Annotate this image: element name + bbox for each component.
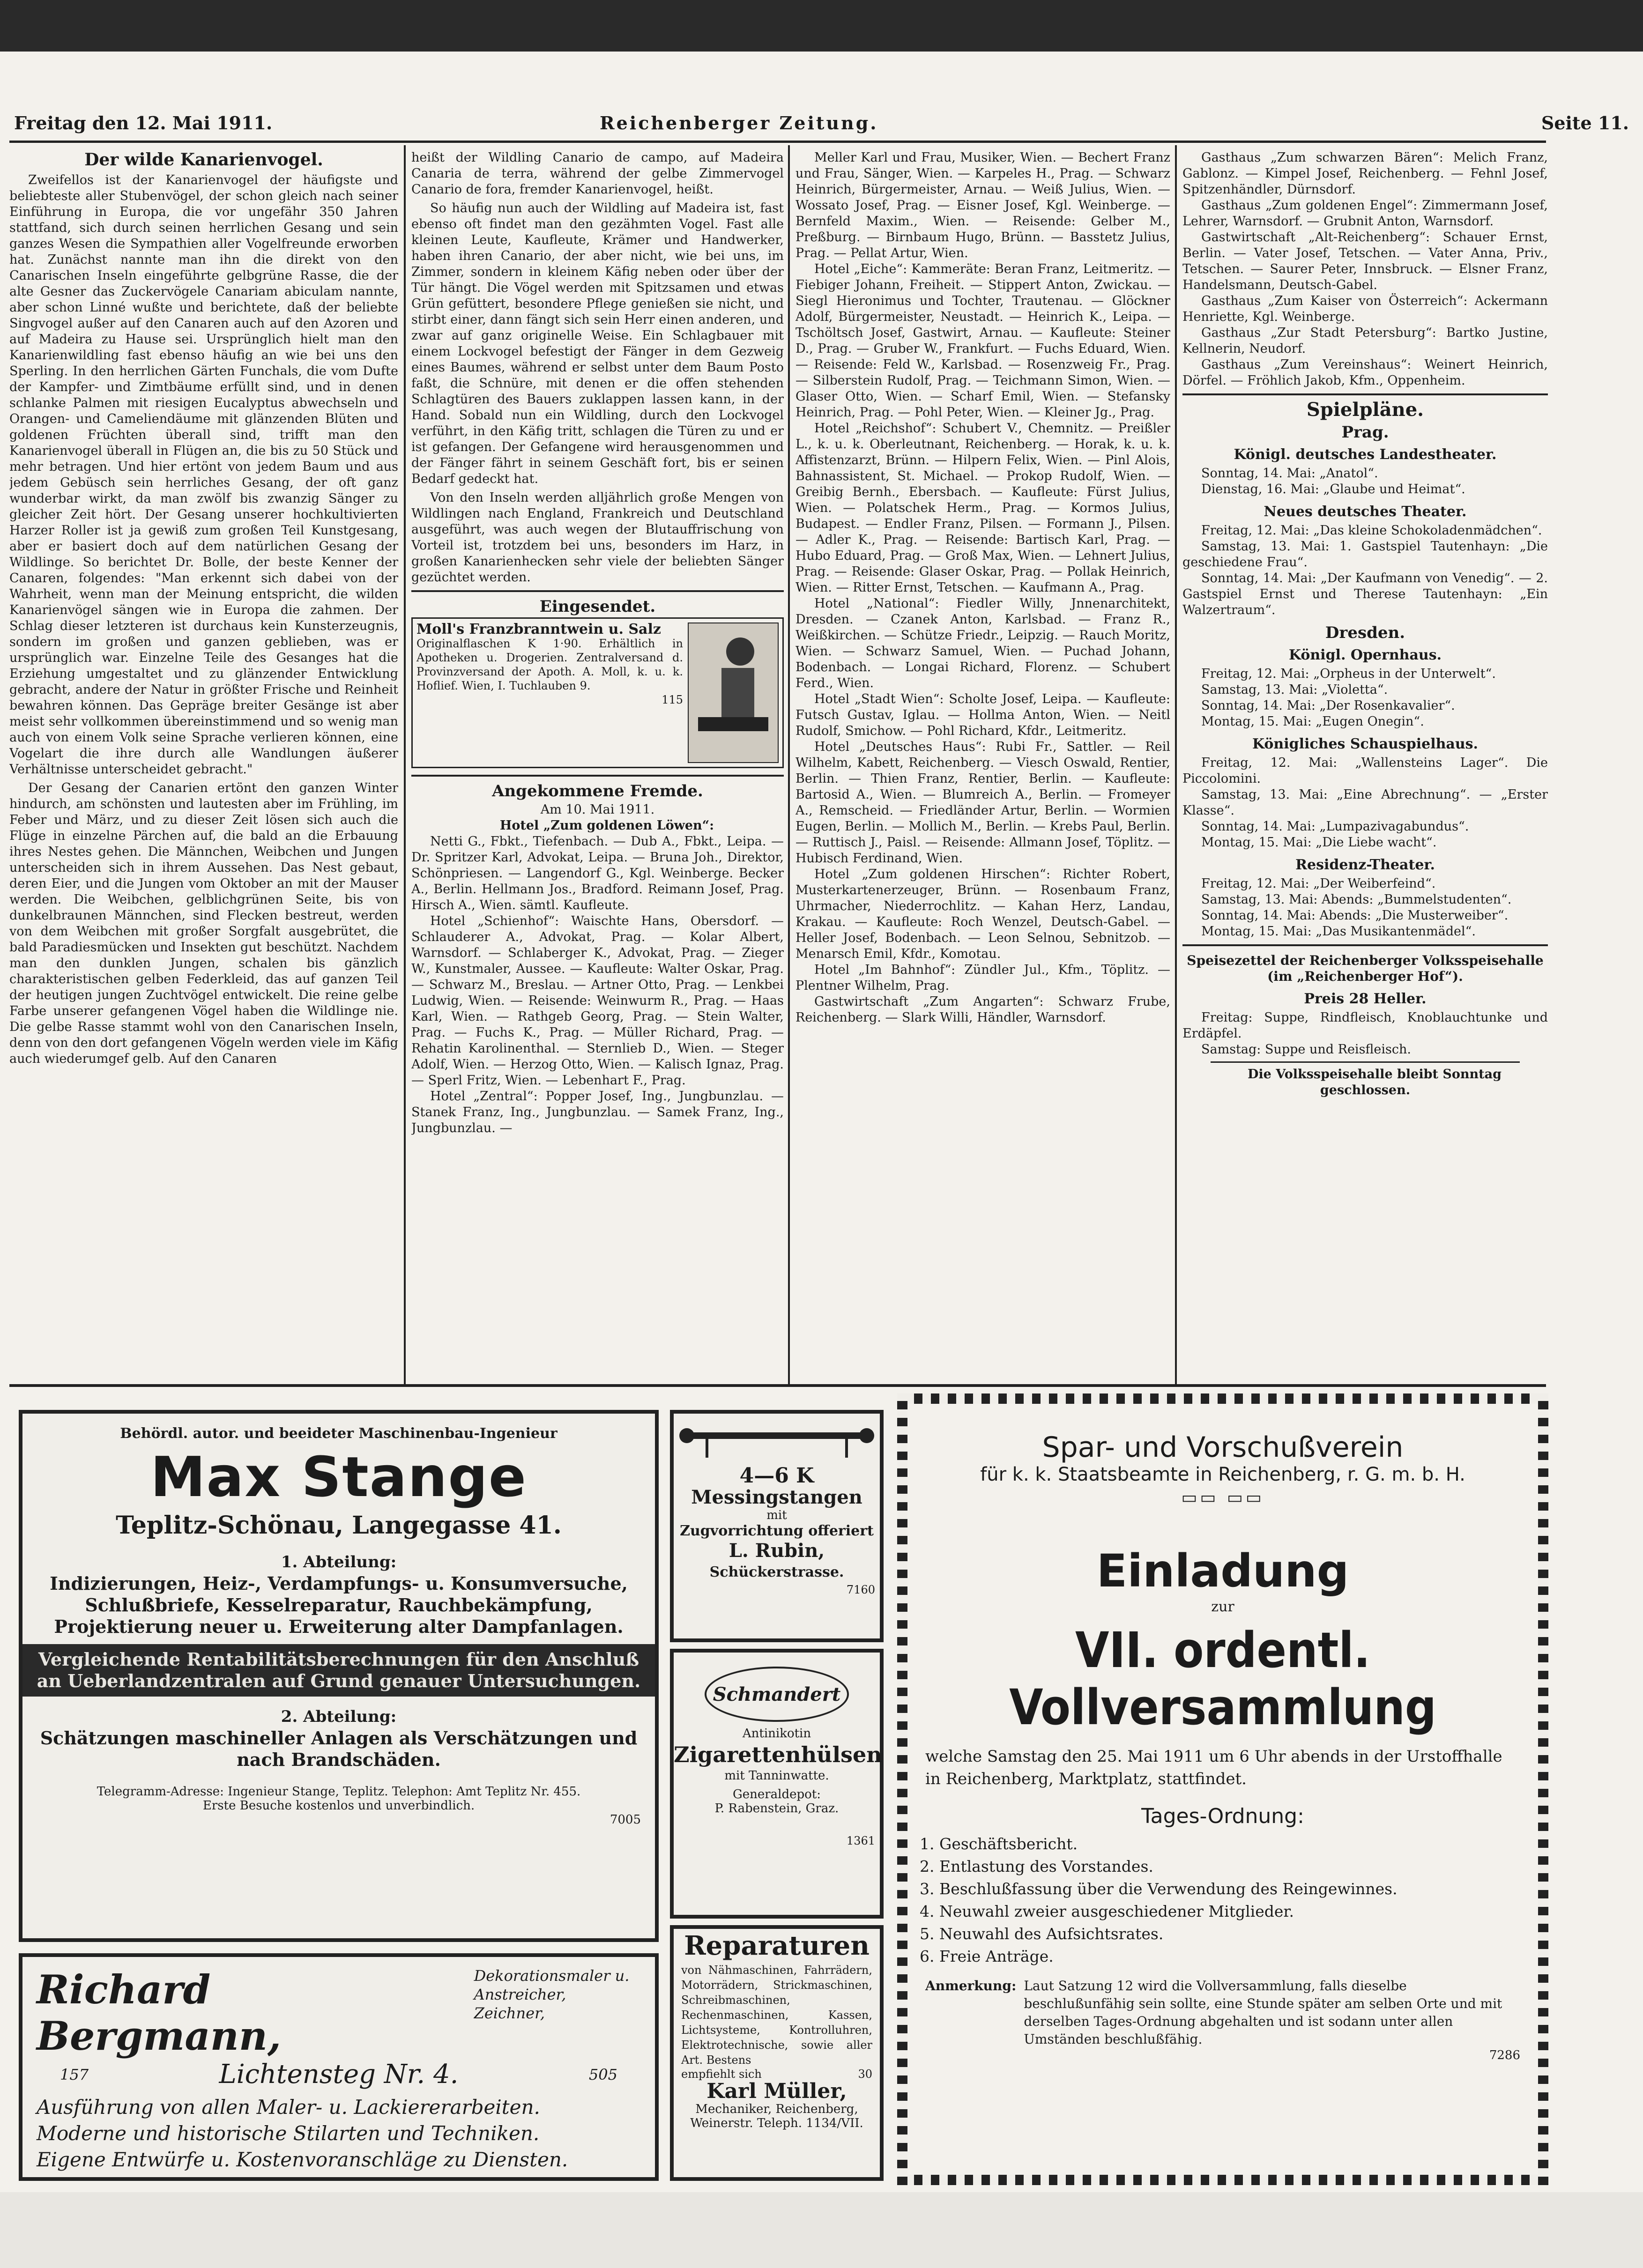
guest-list: Gasthaus „Zum Vereinshaus“: Weinert Heinrich, Dörfel. — Fröhlich Jakob, Kfm., Oppenheim.	[1182, 357, 1548, 388]
sparverein-event: VII. ordentl. Vollversammlung	[1009, 1622, 1436, 1736]
city-heading-prag: Prag.	[1341, 423, 1389, 442]
playbill-entry: Samstag, 13. Mai: „Violetta“.	[1201, 682, 1388, 697]
bergmann-line: Moderne und historische Stilarten und Techniken.	[37, 2122, 540, 2145]
guest-list: Gastwirtschaft „Alt-Reichenberg“: Schauer Ernst, Berlin. — Vater Josef, Tetschen. — Vater Anna, Priv., Tetschen. — Saurer Peter, Innsbruck. — Elsner Franz, Handelsmann, Deutsch-Gabel.	[1182, 230, 1548, 292]
mueller-code: 30	[858, 2068, 872, 2081]
playbill-entry: Dienstag, 16. Mai: „Glaube und Heimat“.	[1201, 482, 1465, 497]
rubin-name: L. Rubin,	[729, 1540, 825, 1562]
section-rule	[1211, 1061, 1520, 1063]
mueller-addr: Weinerstr. Teleph. 1134/VII.	[690, 2116, 863, 2130]
guest-list: Gasthaus „Zum Kaiser von Österreich“: Ackermann Henriette, Kgl. Weinberge.	[1182, 294, 1548, 324]
article-canary	[9, 150, 398, 1382]
figure-illustration-icon	[689, 623, 776, 755]
guest-list: Hotel „Im Bahnhof“: Zündler Jul., Kfm., Töplitz. — Plentner Wilhelm, Prag.	[795, 963, 1170, 993]
rubin-mit: mit	[766, 1508, 787, 1522]
stange-dept1: 1. Abteilung:	[281, 1553, 397, 1571]
section-rule	[411, 590, 784, 592]
guest-list: Hotel „Deutsches Haus“: Rubi Fr., Sattler. — Reil Wilhelm, Kabett, Reichenberg. — Viesch Oswald, Rentier, Berlin. — Thien Franz, Rentier, Berlin. — Kaufleute: Bartosid A., Wien. — Blumreich A., Berlin. — Fromeyer A., Remscheid. — Friedländer Artur, Berlin. — Wormien Eugen, Berlin. — Mollich M., Berlin. — Krebs Paul, Berlin. — Ruttisch J., Paisl. — Reisende: Allmann Josef, Töplitz. — Hubisch Ferdinand, Wien.	[795, 740, 1170, 866]
article-paragraph: Zweifellos ist der Kanarienvogel der häufigste und beliebteste aller Stubenvögel, der schon gleich nach seiner Einführung in Europa, die vor ungefähr 350 Jahren stattfand, sich durch seinen herrlichen Gesang und sein ganzes Wesen die Sympathien aller Vogelfreunde erworben hat. Zunächst nannte man ihn die direkt von den Canarischen Inseln eingeführte gelbgrüne Rasse, die der alte Gesner das Zuckervögele Canariam abiculam nannte, aber schon Linné wußte und berichtete, daß der beliebte Singvogel außer auf den Canaren auch auf den Azoren und auf Madeira zu Hause sei. Ursprünglich hielt man den Kanarienwildling fast ebenso häufig an wie bei uns den Sperling. In den herrlichen Gärten Funchals, die vom Dufte der Kampfer- und Zimtbäume erfüllt sind, und in denen schlanke Palmen mit riesigen Eucalyptus abwechseln und Orangen- und Cameliendäume mit glänzenden Blüten und goldenen Früchten überall sind, trifft man den Kanarienvogel überall in Flügen an, die bis zu 50 Stück und mehr betragen. Und hier ertönt von jedem Baum und aus jedem Gebüsch sein herrliches Gesang, der oft ganz wunderbar wirkt, da man zwölf bis zwanzig Sänger zu gleicher Zeit hört. Der Gesang unserer hochkultivierten Harzer Roller ist ja gewiß zum großen Teil Kunstgesang, aber er basiert doch auf dem natürlichen Gesang der Wildlinge. So berichtet Dr. Bolle, der beste Kenner der Canaren, folgendes: "Man erkennt sich dabei von der Wahrheit, wenn man der Meinung entspricht, die wilden Kanarienvögel sängen wie in Europa die zahmen. Der Schlag dieser letzteren ist durchaus kein Kunsterzeugnis, sondern im großen und ganzen geblieben, was er ursprünglich war. Einzelne Teile des Gesanges hat die Erziehung umgestaltet und zu glänzender Entwicklung gebracht, andere der Natur in größter Frische und Reinheit bewahren können. Das Gepräge breiter Gesänge ist aber meist sehr vollkommen übereinstimmend und so wenig man auch von einem Volk seine Sprache verlieren können, eine Vogelart die ihre durch alle Wandlungen äußerer Verhältnisse unterscheidet gebracht."	[9, 173, 398, 777]
rubin-price: 4—6 K	[739, 1464, 814, 1488]
guest-list: Hotel „National“: Fiedler Willy, Jnnenarchitekt, Dresden. — Czanek Anton, Karlsbad. — Franz R., Weißkirchen. — Schütze Friedr., Leipzig. — Rauch Moritz, Wien. — Schwarz Samuel, Wien. — Puchad Johann, Bodenbach. — Longai Richard, Florenz. — Schubert Ferd., Wien.	[795, 596, 1170, 690]
agenda-item: 2. Entlastung des Vorstandes.	[939, 1855, 1530, 1878]
mueller-empf: empfiehlt sich	[681, 2068, 762, 2081]
sparverein-code: 7286	[1489, 2048, 1520, 2062]
guest-list: Hotel „Reichshof“: Schubert V., Chemnitz. — Preißler L., k. u. k. Oberleutnant, Reichenberg. — Horak, k. u. k. Affistenzarzt, Brünn. — Hilpern Felix, Wien. — Pinl Alois, Bahnassistent, St. Michael. — Prokop Rudolf, Wien. — Greibig Bernh., Ebersbach. — Kaufleute: Fürst Julius, Wien. — Polatschek Herm., Prag. — Kormos Julius, Budapest. — Endler Franz, Pilsen. — Formann J., Pilsen. — Adler K., Prag. — Reisende: Bartisch Karl, Prag. — Hubo Eduard, Prag. — Groß Max, Wien. — Lehnert Julius, Prag. — Reisende: Glaser Oskar, Prag. — Pollak Heinrich, Wien. — Ritter Ernst, Tetschen. — Kaufmann A., Prag.	[795, 421, 1170, 595]
column-3-guest-list	[795, 150, 1170, 1382]
rubin-code: 7160	[846, 1583, 875, 1596]
bergmann-address: Lichtensteg Nr. 4.	[219, 2059, 459, 2090]
stange-code: 7005	[610, 1813, 641, 1827]
guest-list: Hotel „Eiche“: Kammeräte: Beran Franz, Leitmeritz. — Fiebiger Johann, Freiheit. — Stippert Anton, Zwickau. — Siegl Hieronimus und Tochter, Trautenau. — Glöckner Adolf, Bürgermeister, Neustadt. — Heinrich K., Leipa. — Tschöltsch Josef, Gastwirt, Arnau. — Kaufleute: Steiner D., Prag. — Gruber W., Frankfurt. — Fuchs Eduard, Wien. — Reisende: Feld W., Karlsbad. — Rosenzweig Fr., Prag. — Silberstein Rudolf, Prag. — Teichmann Simon, Wien. — Glaser Otto, Wien. — Scharf Emil, Wien. — Stefansky Heinrich, Prag. — Pohl Peter, Wien. — Kleiner Jg., Prag.	[795, 262, 1170, 420]
advert-sparverein-frame	[897, 1393, 1548, 2185]
page-number: Seite 11.	[1541, 112, 1629, 133]
guest-list: Gasthaus „Zur Stadt Petersburg“: Bartko Justine, Kellnerin, Neudorf.	[1182, 326, 1548, 356]
guest-list: Meller Karl und Frau, Musiker, Wien. — Bechert Franz und Frau, Sänger, Wien. — Karpeles H., Prag. — Schwarz Heinrich, Bürgermeister, Arnau. — Weiß Julius, Wien. — Wossato Josef, Prag. — Eisner Josef, Kgl. Weinberge. — Bernfeld Maxim., Wien. — Reisende: Gelber M., Preßburg. — Birnbaum Hugo, Brünn. — Basstetz Julius, Prag. — Pellat Artur, Wien.	[795, 150, 1170, 260]
rubin-text: Zugvorrichtung offeriert	[680, 1523, 874, 1539]
bergmann-trade: Dekorationsmaler u. Anstreicher, Zeichner,	[474, 1967, 630, 2022]
sparverein-agenda-title: Tages-Ordnung:	[1141, 1804, 1304, 1828]
section-rule	[1182, 393, 1548, 395]
sparverein-ornament: ▭▭ ▭▭	[1181, 1488, 1264, 1507]
schmandert-line2: Zigarettenhülsen	[674, 1742, 882, 1767]
stange-top-line: Behördl. autor. und beeideter Maschinenbau-Ingenieur	[120, 1425, 558, 1442]
curtain-rod-icon	[677, 1418, 876, 1465]
masthead-rule	[9, 141, 1546, 143]
guest-list: Hotel „Stadt Wien“: Scholte Josef, Leipa. — Kaufleute: Futsch Gustav, Iglau. — Hollma Anton, Wien. — Neitl Rudolf, Smichow. — Pohl Richard, Kfdr., Leitmeritz.	[795, 692, 1170, 738]
schmandert-line1: Antinikotin	[742, 1727, 811, 1741]
playbill-entry: Freitag, 12. Mai: „Orpheus in der Unterwelt“.	[1201, 667, 1496, 681]
article-paragraph: heißt der Wildling Canario de campo, auf Madeira Canaria de terra, während der gelbe Zimmervogel Canario de fora, fremder Kanarienvogel, heißt.	[411, 150, 784, 197]
schmandert-code: 1361	[846, 1834, 875, 1847]
sparverein-when: welche Samstag den 25. Mai 1911 um 6 Uhr abends in der Urstoffhalle in Reichenberg, Marktplatz, stattfindet.	[925, 1747, 1502, 1788]
scan-top-edge	[0, 0, 1643, 52]
playbill-entry: Sonntag, 14. Mai: Abends: „Die Musterweiber“.	[1201, 908, 1509, 923]
guest-list: Gasthaus „Zum schwarzen Bären“: Melich Franz, Gablonz. — Kimpel Josef, Reichenberg. — Fehnl Josef, Spitzenhändler, Dürnsdorf.	[1182, 150, 1548, 197]
border-pattern-bottom	[897, 2175, 1548, 2185]
playbill-entry: Freitag, 12. Mai: „Wallensteins Lager“. Die Piccolomini.	[1182, 756, 1548, 786]
bergmann-line: Ausführung von allen Maler- u. Lackiererarbeiten.	[37, 2096, 540, 2119]
guest-list: Hotel „Zum goldenen Hirschen“: Richter Robert, Musterkartenerzeuger, Brünn. — Rosenbaum Franz, Uhrmacher, Niederrochlitz. — Kahan Herz, Landau, Krakau. — Kaufleute: Roch Wenzel, Deutsch-Gabel. — Heller Josef, Bodenbach. — Leon Selnou, Sebnitzob. — Menarsch Emil, Kfdr., Komotau.	[795, 867, 1170, 961]
playbill-entry: Sonntag, 14. Mai: „Anatol“.	[1201, 466, 1378, 481]
bergmann-nr-right: 505	[588, 2065, 617, 2083]
playbill-entry: Samstag, 13. Mai: „Eine Abrechnung“. — „Erster Klasse“.	[1182, 787, 1548, 818]
menu-price: Preis 28 Heller.	[1304, 991, 1427, 1007]
stange-dept2: 2. Abteilung:	[281, 1707, 397, 1726]
sparverein-note	[916, 1977, 1530, 2048]
mueller-name: Karl Müller,	[706, 2079, 847, 2103]
stange-foot: Erste Besuche kostenlos und unverbindlich.	[202, 1799, 475, 1813]
playbill-entry: Freitag, 12. Mai: „Das kleine Schokoladenmädchen“.	[1201, 523, 1542, 538]
sparverein-org2: für k. k. Staatsbeamte in Reichenberg, r. G. m. b. H.	[980, 1464, 1465, 1485]
hotel-heading: Hotel „Zum goldenen Löwen“:	[499, 818, 714, 833]
theater-heading: Neues deutsches Theater.	[1264, 504, 1467, 520]
sparverein-note-text: Laut Satzung 12 wird die Vollversammlung, falls dieselbe beschlußunfähig sein sollte, eine Stunde später am selben Orte und mit derselben Tages-Ordnung abgehalten und ist sodann unter allen Umständen beschlußfähig.	[1024, 1978, 1502, 2047]
moll-advert	[411, 617, 784, 768]
playbill-entry: Sonntag, 14. Mai: „Der Kaufmann von Venedig“. — 2. Gastspiel Ernst und Therese Tautenhayn: „Ein Walzertraum“.	[1182, 571, 1548, 617]
section-rule	[411, 775, 784, 777]
guest-list: Hotel „Zentral“: Popper Josef, Ing., Jungbunzlau. — Stanek Franz, Ing., Jungbunzlau. — Samek Franz, Ing., Jungbunzlau. —	[411, 1089, 784, 1135]
stange-address: Teplitz-Schönau, Langegasse 41.	[116, 1511, 562, 1540]
sparverein-note-label: Anmerkung:	[925, 1978, 1017, 1994]
sparverein-title: Einladung	[1096, 1545, 1349, 1597]
playbill-entry: Samstag, 13. Mai: 1. Gastspiel Tautenhayn: „Die geschiedene Frau“.	[1182, 539, 1548, 570]
schmandert-line5: P. Rabenstein, Graz.	[714, 1801, 839, 1816]
guest-list: Netti G., Fbkt., Tiefenbach. — Dub A., Fbkt., Leipa. — Dr. Spritzer Karl, Advokat, Leipa. — Bruna Joh., Direktor, Schönpriesen. — Langendorf G., Kgl. Weinberge. Becker A., Berlin. Hellmann Jos., Bradford. Reimann Josef, Prag. Hirsch A., Wien. sämtl. Kaufleute.	[411, 834, 784, 912]
advert-karl-mueller	[670, 1925, 884, 2181]
theater-heading: Königliches Schauspielhaus.	[1252, 736, 1479, 752]
masthead	[0, 108, 1643, 141]
agenda-item: 1. Geschäftsbericht.	[939, 1833, 1530, 1855]
column-divider	[788, 145, 790, 1386]
moll-advert-text: Originalflaschen K 1·90. Erhältlich in Apotheken u. Drogerien. Zentralversand d. Provinzversand der Apoth. A. Moll, k. u. k. Hoflief. Wien, I. Tuchlauben 9.	[416, 637, 683, 692]
stange-name: Max Stange	[150, 1445, 527, 1509]
rubin-street: Schückerstrasse.	[709, 1564, 844, 1580]
bergmann-line: Eigene Entwürfe u. Kostenvoranschläge zu Diensten.	[37, 2148, 568, 2171]
theater-heading: Königl. Opernhaus.	[1288, 647, 1442, 663]
newspaper-title: Reichenberger Zeitung.	[600, 112, 878, 133]
bergmann-services	[22, 2090, 655, 2178]
theater-heading: Residenz-Theater.	[1295, 857, 1435, 873]
menu-entry: Freitag: Suppe, Rindfleisch, Knoblauchtunke und Erdäpfel.	[1182, 1010, 1548, 1041]
article-paragraph: Von den Inseln werden alljährlich große Mengen von Wildlingen nach England, Frankreich und Deutschland ausgeführt, was auch wegen der Blutauffrischung von Vorteil ist, trotzdem bei uns, besonders im Harz, in großen Kanarienhecken sehr viele der beliebten Sänger gezüchtet werden.	[411, 490, 784, 585]
border-pattern-left	[897, 1393, 907, 2185]
bergmann-nr-left: 157	[60, 2065, 89, 2083]
playbill-entry: Montag, 15. Mai: „Die Liebe wacht“.	[1201, 835, 1437, 850]
guest-list: Hotel „Schienhof“: Waischte Hans, Obersdorf. — Schlauderer A., Advokat, Prag. — Kolar Albert, Warnsdorf. — Schlaberger K., Advokat, Prag. — Zieger W., Kunstmaler, Aussee. — Kaufleute: Walter Oskar, Prag. — Schwarz M., Breslau. — Artner Otto, Prag. — Lenkbei Ludwig, Wien. — Reisende: Weinwurm R., Prag. — Haas Karl, Wien. — Rathgeb Georg, Prag. — Stein Walter, Prag. — Fuchs K., Prag. — Müller Richard, Prag. — Rehatin Karolinenthal. — Sternlieb D., Wien. — Steger Adolf, Wien. — Herzog Otto, Wien. — Kalisch Ignaz, Prag. — Sperl Fritz, Wien. — Lebenhart F., Prag.	[411, 914, 784, 1088]
section-rule	[1182, 944, 1548, 946]
rubin-item: Messingstangen	[691, 1486, 862, 1508]
border-pattern-top	[897, 1393, 1548, 1404]
scan-bottom-margin	[0, 2192, 1643, 2268]
guest-list: Gasthaus „Zum goldenen Engel“: Zimmermann Josef, Lehrer, Warnsdorf. — Grubnit Anton, Warnsdorf.	[1182, 198, 1548, 229]
ads-rule	[9, 1384, 1546, 1387]
stange-contact: Telegramm-Adresse: Ingenieur Stange, Teplitz. Telephon: Amt Teplitz Nr. 455.	[97, 1785, 581, 1799]
theater-heading: Königl. deutsches Landestheater.	[1234, 446, 1497, 463]
agenda-item: 4. Neuwahl zweier ausgeschiedener Mitglieder.	[939, 1900, 1530, 1923]
schmandert-line4: Generaldepot:	[732, 1787, 821, 1801]
menu-entry: Samstag: Suppe und Reisfleisch.	[1201, 1042, 1411, 1057]
advert-richard-bergmann	[19, 1953, 659, 2181]
moll-advert-code: 115	[662, 693, 683, 706]
city-heading-dresden: Dresden.	[1325, 623, 1405, 642]
menu-note: Die Volksspeisehalle bleibt Sonntag geschlossen.	[1248, 1067, 1502, 1097]
issue-date: Freitag den 12. Mai 1911.	[14, 112, 273, 133]
advert-rubin	[670, 1410, 884, 1642]
playbill-entry: Sonntag, 14. Mai: „Lumpazivagabundus“.	[1201, 819, 1469, 834]
menu-heading: Speisezettel der Reichenberger Volksspeisehalle (im „Reichenberger Hof“).	[1187, 953, 1544, 984]
agenda-item: 6. Freie Anträge.	[939, 1945, 1530, 1968]
agenda-item: 3. Beschlußfassung über die Verwendung des Reingewinnes.	[939, 1878, 1530, 1900]
mueller-text: von Nähmaschinen, Fahrrädern, Motorrädern, Strickmaschinen, Schreibmaschinen, Rechenmaschinen, Kassen, Lichtsysteme, Kontrolluhren, Elektrotechnische, sowie aller Art. Bestens	[681, 1964, 872, 2067]
advert-max-stange	[19, 1410, 659, 1942]
arrivals-heading: Angekommene Fremde.	[492, 782, 703, 800]
playbill-entry: Sonntag, 14. Mai: „Der Rosenkavalier“.	[1201, 698, 1455, 713]
playbill-entry: Montag, 15. Mai: „Eugen Onegin“.	[1201, 714, 1424, 729]
playbill-entry: Freitag, 12. Mai: „Der Weiberfeind“.	[1201, 876, 1436, 891]
mueller-title: Reparaturen	[684, 1930, 870, 1961]
stange-mid: Vergleichende Rentabilitätsberechnungen für den Anschluß an Ueberlandzentralen auf Grund genauer Untersuchungen.	[22, 1644, 655, 1697]
column-divider	[1175, 145, 1177, 1386]
sparverein-agenda	[916, 1833, 1530, 1968]
article-title: Der wilde Kanarienvogel.	[84, 150, 323, 170]
bergmann-name: Richard Bergmann,	[37, 1966, 282, 2059]
arrivals-date: Am 10. Mai 1911.	[540, 802, 655, 817]
sparverein-org: Spar- und Vorschußverein	[1042, 1431, 1404, 1464]
mueller-role: Mechaniker, Reichenberg,	[695, 2102, 858, 2116]
moll-advert-name: Moll's Franzbranntwein u. Salz	[416, 621, 661, 637]
eingesendet-heading: Eingesendet.	[539, 597, 656, 616]
playbill-entry: Samstag, 13. Mai: Abends: „Bummelstudenten“.	[1201, 892, 1512, 907]
schmandert-line3: mit Tanninwatte.	[724, 1769, 829, 1783]
stange-dept2-text: Schätzungen maschineller Anlagen als Verschätzungen und nach Brandschäden.	[40, 1727, 638, 1770]
playbill-entry: Montag, 15. Mai: „Das Musikantenmädel“.	[1201, 924, 1476, 939]
playbill-heading: Spielpläne.	[1306, 399, 1424, 421]
sparverein-zur: zur	[1211, 1599, 1234, 1615]
sparverein-content	[916, 1412, 1530, 2166]
article-paragraph: So häufig nun auch der Wildling auf Madeira ist, fast ebenso oft findet man den gezähmten Vogel. Fast alle kleinen Leute, Kaufleute, Krämer und Handwerker, haben ihren Canario, der aber nicht, wie bei uns, im Zimmer, sondern in kleinem Käfig neben oder über der Tür hängt. Die Vögel werden mit Spitzsamen und etwas Grün gefüttert, besondere Pflege genießen sie nicht, und stirbt einer, dann fängt sich sein Herr einen anderen, und zwar auf ganz originelle Weise. Ein Schlagbauer mit einem Lockvogel befestigt der Fänger in dem Gezweig eines Baumes, während er selbst unter dem Baum Posto faßt, die Schnüre, mit denen er die offen stehenden Schlagtüren des Bauers zuklappen lassen kann, in der Hand. Sobald nun ein Wildling, durch den Lockvogel verführt, in den Käfig tritt, schlagen die Türen zu und er ist gefangen. Der Gefangene wird herausgenommen und der Fänger fährt in seinem Geschäft fort, bis er seinen Bedarf gedeckt hat.	[411, 201, 784, 486]
stange-dept1-text: Indizierungen, Heiz-, Verdampfungs- u. Konsumversuche, Schlußbriefe, Kesselreparatur, Rauchbekämpfung, Projektierung neuer u. Erweiterung alter Dampfanlagen.	[50, 1573, 628, 1637]
schmandert-logo: Schmandert	[705, 1667, 849, 1722]
column-4	[1182, 150, 1548, 1382]
advert-schmandert	[670, 1649, 884, 1919]
article-paragraph: Der Gesang der Canarien ertönt den ganzen Winter hindurch, am schönsten und lautesten aber im Frühling, im Feber und März, und zu dieser Zeit lösen sich auch die Flüge in einzelne Pärchen auf, die bald an die Erbauung ihres Nestes gehen. Die Männchen, Weibchen und Jungen unterscheiden sich in ihrem Aussehen. Das Nest gebaut, deren Eier, und die Jungen vom Oktober an mit der Mauser werden. Die Weibchen, gelblichgrünen Seite, bis von dunkelbraunen Männchen, sind Flecken bestreut, werden von dem Weibchen mit großer Sorgfalt ausgebrütet, die bald Paradiesmücken und Insekten gut beschützt. Nachdem man den dunklen Jungen, schalen bis gänzlich charakteristischen gelben Federkleid, das auf ganzen Teil der heutigen jungen Zuchtvögel entwickelt. Die reine gelbe Farbe unserer gefangenen Vögel haben die Wildlinge nie. Die gelbe Rasse stammt wohl von den Canarischen Inseln, denn von den dort gefangenen Vögeln werden viele im Käfig auch wiederumgef gelb. Auf den Canaren	[9, 781, 398, 1066]
guest-list: Gastwirtschaft „Zum Angarten“: Schwarz Frube, Reichenberg. — Slark Willi, Händler, Warnsdorf.	[795, 994, 1170, 1025]
column-2	[411, 150, 784, 1382]
border-pattern-right	[1538, 1393, 1548, 2185]
moll-advert-illustration	[688, 623, 779, 763]
agenda-item: 5. Neuwahl des Aufsichtsrates.	[939, 1923, 1530, 1945]
column-divider	[404, 145, 406, 1386]
